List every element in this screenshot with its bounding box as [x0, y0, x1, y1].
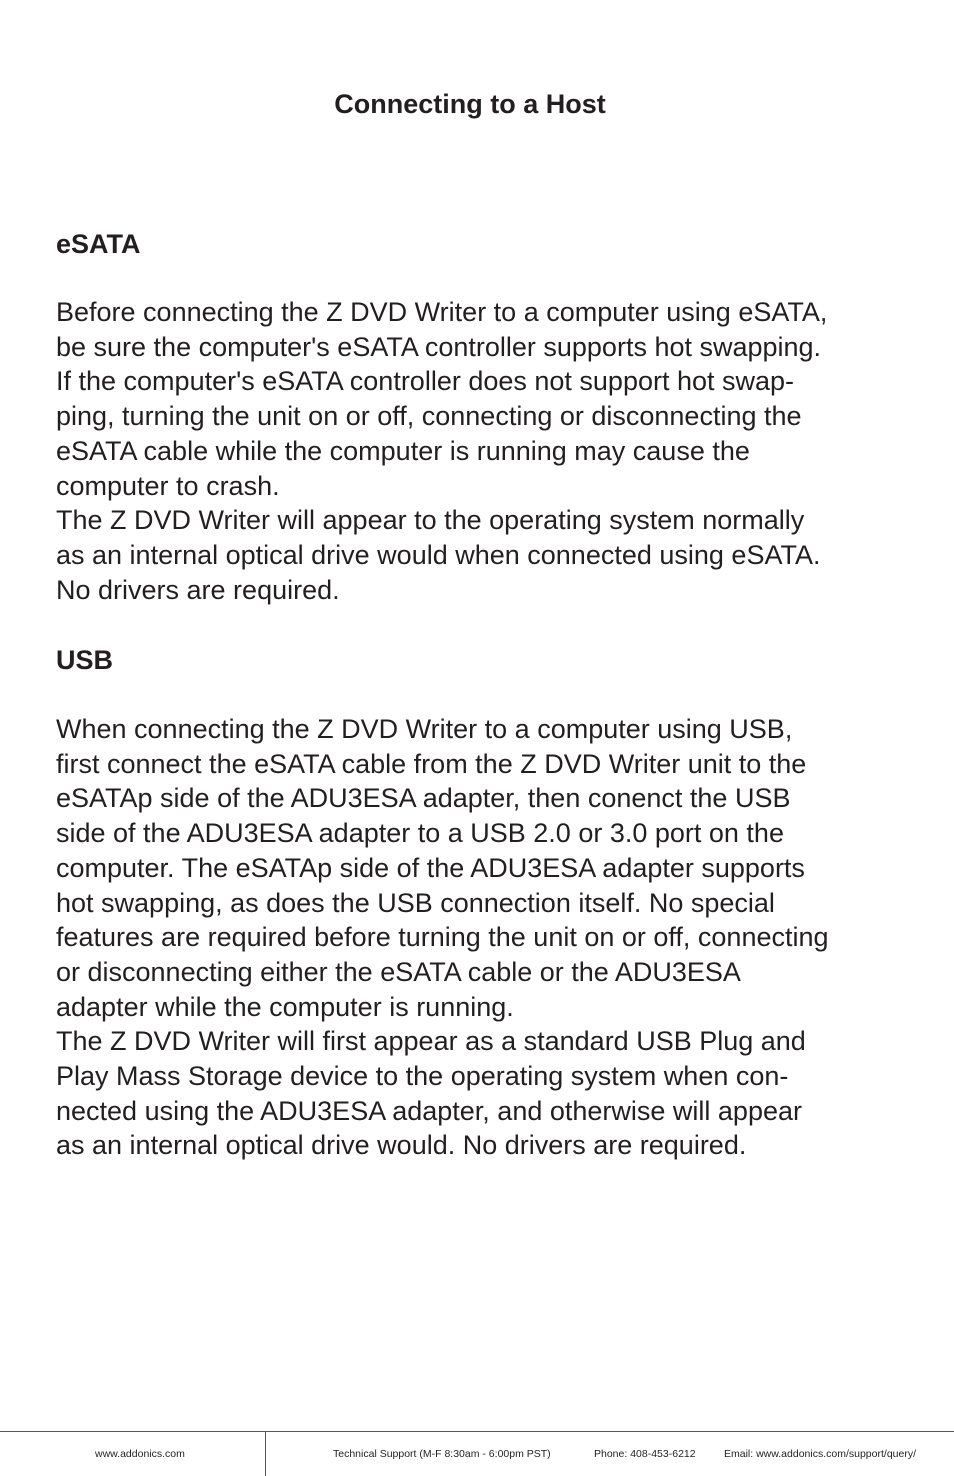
- usb-heading: USB: [56, 645, 114, 675]
- usb-body-line: or disconnecting either the eSATA cable or the ADU3ESA: [56, 956, 741, 987]
- usb-body-line: The Z DVD Writer will first appear as a standard USB Plug and: [56, 1026, 806, 1057]
- esata-body-line: Before connecting the Z DVD Writer to a computer using eSATA,: [56, 297, 828, 327]
- usb-body-line: adapter while the computer is running.: [56, 991, 514, 1022]
- usb-body-line: When connecting the Z DVD Writer to a computer using USB,: [56, 714, 793, 744]
- esata-body: [56, 295, 916, 607]
- usb-body-line: eSATAp side of the ADU3ESA adapter, then conenct the USB: [56, 783, 791, 814]
- esata-heading: eSATA: [56, 229, 141, 259]
- esata-body-line: eSATA cable while the computer is running may cause the: [56, 435, 750, 466]
- esata-body-line: ping, turning the unit on or off, connecting or disconnecting the: [56, 401, 802, 432]
- usb-body-line: computer. The eSATAp side of the ADU3ESA adapter supports: [56, 852, 805, 883]
- page-title: Connecting to a Host: [334, 89, 606, 119]
- esata-body-line: as an internal optical drive would when connected using eSATA.: [56, 539, 821, 570]
- esata-body-line: be sure the computer's eSATA controller supports hot swapping.: [56, 331, 822, 362]
- usb-body-line: hot swapping, as does the USB connection itself. No special: [56, 887, 775, 918]
- esata-body-line: No drivers are required.: [56, 574, 340, 605]
- usb-body-line: features are required before turning the unit on or off, connecting: [56, 922, 829, 953]
- page-footer: [0, 1431, 954, 1476]
- usb-body-line: nected using the ADU3ESA adapter, and otherwise will appear: [56, 1095, 802, 1126]
- footer-divider: [265, 1432, 266, 1476]
- usb-body-line: first connect the eSATA cable from the Z DVD Writer unit to the: [56, 748, 807, 779]
- esata-body-line: If the computer's eSATA controller does not support hot swap-: [56, 366, 795, 397]
- footer-phone: Phone: 408-453-6212: [594, 1448, 696, 1460]
- esata-body-line: The Z DVD Writer will appear to the operating system normally: [56, 505, 805, 536]
- usb-body-line: Play Mass Storage device to the operating system when con-: [56, 1061, 789, 1092]
- esata-body-line: computer to crash.: [56, 470, 280, 501]
- usb-body-line: as an internal optical drive would. No drivers are required.: [56, 1130, 747, 1161]
- usb-body: [56, 712, 916, 1163]
- footer-website-link[interactable]: www.addonics.com: [95, 1448, 185, 1460]
- footer-support-hours: Technical Support (M-F 8:30am - 6:00pm PST): [333, 1448, 551, 1460]
- footer-email-link[interactable]: Email: www.addonics.com/support/query/: [724, 1448, 916, 1460]
- usb-body-line: side of the ADU3ESA adapter to a USB 2.0 or 3.0 port on the: [56, 818, 784, 849]
